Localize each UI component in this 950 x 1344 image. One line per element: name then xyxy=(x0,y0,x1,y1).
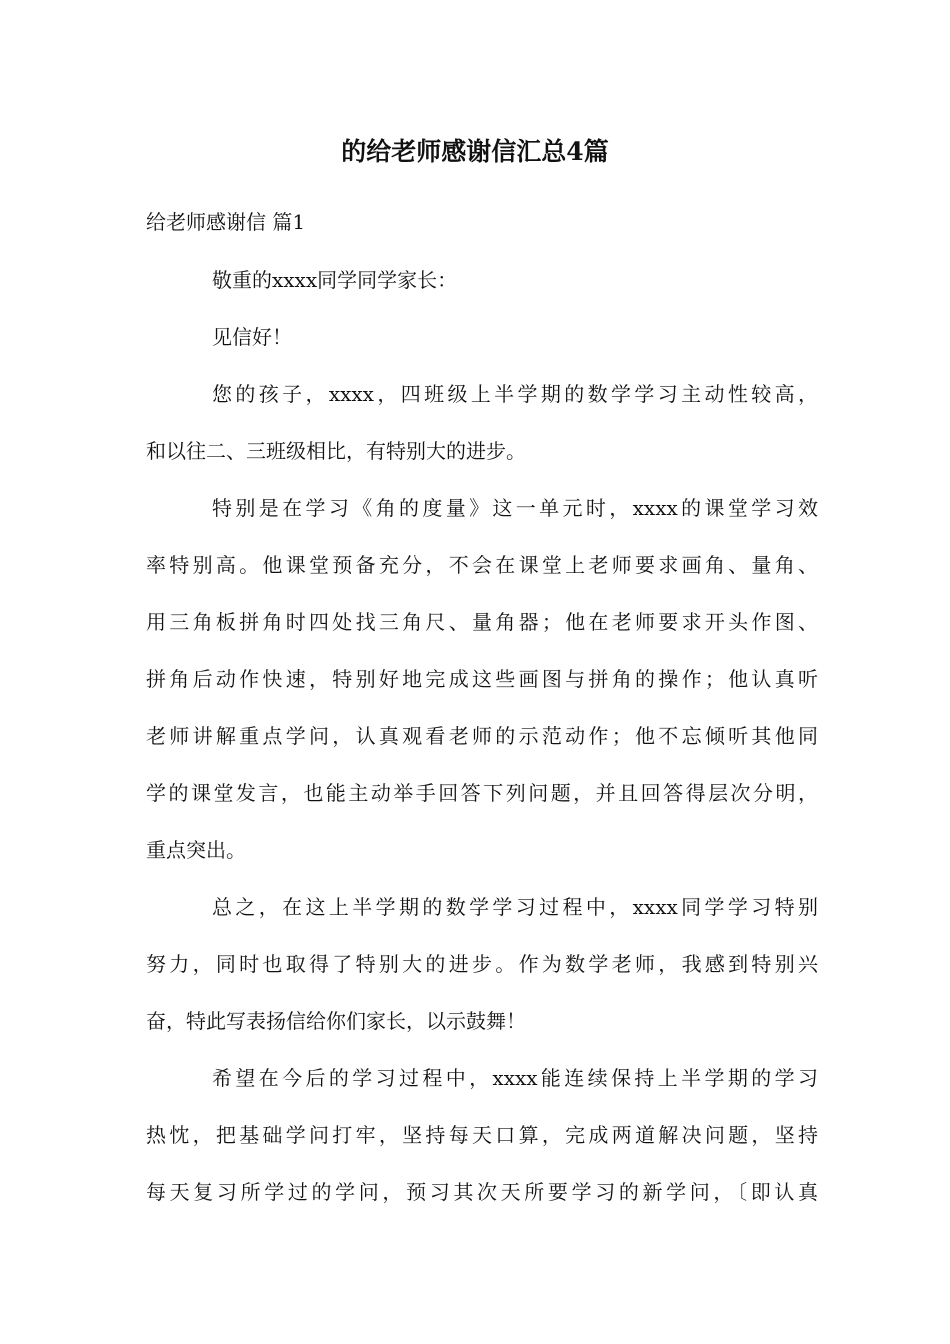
paragraph-line: 努力，同时也取得了特别大的进步。作为数学老师，我感到特别兴 xyxy=(146,952,818,976)
paragraph-line: 用三角板拼角时四处找三角尺、量角器；他在老师要求开头作图、 xyxy=(146,610,818,634)
paragraph-line: 您的孩子，xxxx，四班级上半学期的数学学习主动性较高， xyxy=(212,382,818,406)
paragraph-line: 奋，特此写表扬信给你们家长，以示鼓舞！ xyxy=(146,1009,526,1033)
section-heading: 给老师感谢信 篇1 xyxy=(146,210,306,234)
paragraph-line: 拼角后动作快速，特别好地完成这些画图与拼角的操作；他认真听 xyxy=(146,667,818,691)
paragraph-line: 学的课堂发言，也能主动举手回答下列问题，并且回答得层次分明， xyxy=(146,781,818,805)
paragraph-line: 总之，在这上半学期的数学学习过程中，xxxx同学学习特别 xyxy=(212,895,818,919)
paragraph-line: 每天复习所学过的学问，预习其次天所要学习的新学问，〔即认真 xyxy=(146,1180,818,1204)
paragraph-line: 老师讲解重点学问，认真观看老师的示范动作；他不忘倾听其他同 xyxy=(146,724,818,748)
paragraph-line: 希望在今后的学习过程中，xxxx能连续保持上半学期的学习 xyxy=(212,1066,818,1090)
document-title: 的给老师感谢信汇总4篇 xyxy=(341,137,609,166)
paragraph-line: 重点突出。 xyxy=(146,838,246,862)
greeting: 见信好！ xyxy=(212,325,292,349)
paragraph-line: 特别是在学习《角的度量》这一单元时，xxxx的课堂学习效 xyxy=(212,496,818,520)
paragraph-line: 率特别高。他课堂预备充分，不会在课堂上老师要求画角、量角、 xyxy=(146,553,818,577)
paragraph-line: 和以往二、三班级相比，有特别大的进步。 xyxy=(146,439,526,463)
paragraph-line: 热忱，把基础学问打牢，坚持每天口算，完成两道解决问题，坚持 xyxy=(146,1123,818,1147)
salutation: 敬重的xxxx同学同学家长： xyxy=(212,268,458,292)
